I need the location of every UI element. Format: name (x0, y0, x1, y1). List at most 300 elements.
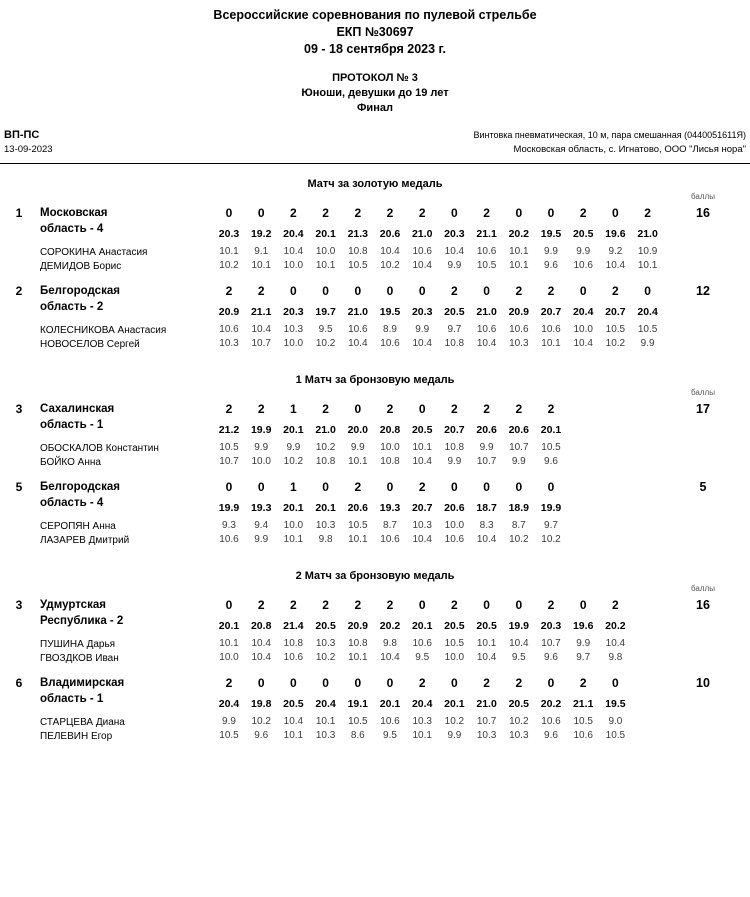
grid-cell: 0 (515, 480, 523, 494)
grid-cell: 2 (418, 206, 426, 220)
team-total-points: 5 (699, 480, 707, 494)
grid-cell: 20.7 (540, 306, 562, 318)
grid-cell: 10.6 (573, 260, 593, 271)
grid-cell: 10.3 (315, 520, 336, 531)
grid-cell: 0 (225, 598, 233, 612)
grid-cell: 10.6 (412, 246, 432, 257)
athlete-name: КОЛЕСНИКОВА Анастасия (40, 325, 167, 336)
grid-cell: 2 (418, 480, 426, 494)
grid-cell: 20.7 (411, 502, 433, 514)
grid-cell: 0 (612, 676, 619, 690)
grid-cell: 9.8 (383, 638, 397, 649)
grid-cell: 19.1 (347, 698, 369, 710)
match-section (0, 364, 750, 556)
grid-cell: 20.6 (508, 424, 530, 436)
grid-cell: 10.6 (509, 324, 529, 335)
grid-cell: 0 (257, 206, 265, 220)
grid-cell: 10.0 (573, 324, 593, 335)
team-name (40, 597, 215, 629)
grid-cell: 10.0 (315, 246, 336, 257)
match-section (0, 560, 750, 752)
team-result-block (0, 400, 750, 478)
grid-cell: 9.5 (383, 730, 397, 741)
grid-cell: 0 (322, 676, 329, 690)
grid-cell: 10.0 (283, 520, 304, 531)
discipline-code: ВП-ПС (4, 129, 40, 141)
grid-cell: 10.2 (283, 456, 304, 467)
grid-cell: 2 (483, 402, 490, 416)
section-title: Матч за золотую медаль (307, 178, 443, 190)
grid-cell: 10.3 (476, 730, 497, 741)
points-column-label: баллы (691, 388, 715, 397)
grid-cell: 10.4 (509, 638, 529, 649)
grid-cell: 2 (322, 206, 329, 220)
grid-cell: 10.1 (348, 652, 368, 663)
grid-cell: 10.3 (315, 730, 336, 741)
grid-cell: 2 (644, 206, 651, 220)
grid-cell: 10.6 (541, 324, 561, 335)
grid-cell: 20.5 (572, 228, 594, 240)
grid-cell: 2 (354, 598, 362, 612)
grid-cell: 10.6 (283, 652, 304, 663)
grid-cell: 10.1 (251, 260, 271, 271)
grid-cell: 0 (451, 206, 458, 220)
grid-cell: 20.8 (379, 424, 401, 436)
grid-cell: 21.1 (476, 228, 497, 240)
grid-cell: 0 (386, 480, 394, 494)
team-name (40, 675, 215, 707)
grid-cell: 20.8 (250, 620, 272, 632)
grid-cell: 20.5 (444, 620, 465, 632)
grid-cell: 9.8 (608, 652, 623, 663)
grid-cell: 0 (418, 598, 426, 612)
athlete-name: ОБОСКАЛОВ Константин (40, 443, 159, 454)
grid-cell: 10.5 (348, 520, 368, 531)
grid-cell: 2 (483, 206, 490, 220)
grid-cell: 10.5 (348, 260, 368, 271)
grid-cell: 10.1 (541, 338, 561, 349)
grid-cell: 9.5 (511, 652, 526, 663)
grid-cell: 2 (290, 206, 297, 220)
team-name (40, 479, 215, 511)
grid-cell: 19.9 (218, 502, 240, 514)
grid-cell: 10.4 (476, 338, 497, 349)
grid-cell: 10.4 (412, 338, 432, 349)
grid-cell: 19.2 (250, 228, 272, 240)
team-result-block (0, 204, 750, 282)
grid-cell: 21.1 (250, 306, 272, 318)
grid-cell: 21.2 (218, 424, 240, 436)
grid-cell: 9.9 (286, 442, 301, 453)
grid-cell: 2 (547, 598, 555, 612)
grid-cell: 21.0 (476, 306, 497, 318)
grid-cell: 19.7 (315, 306, 336, 318)
grid-cell: 9.9 (511, 456, 526, 467)
grid-cell: 10.5 (637, 324, 658, 335)
section-title: 1 Матч за бронзовую медаль (295, 374, 455, 386)
grid-cell: 9.9 (447, 730, 462, 741)
grid-cell: 0 (354, 676, 362, 690)
grid-cell: 10.1 (509, 260, 529, 271)
grid-cell: 19.9 (250, 424, 272, 436)
grid-cell: 0 (322, 284, 329, 298)
grid-cell: 20.2 (605, 620, 626, 632)
grid-cell: 9.9 (576, 246, 591, 257)
team-total-points: 12 (696, 284, 710, 298)
grid-cell: 18.9 (508, 502, 530, 514)
grid-cell: 20.1 (315, 502, 336, 514)
grid-cell: 0 (386, 676, 394, 690)
grid-cell: 20.1 (379, 698, 401, 710)
grid-cell: 10.4 (283, 246, 304, 257)
grid-cell: 0 (257, 480, 265, 494)
grid-cell: 10.7 (219, 456, 239, 467)
grid-cell: 10.4 (348, 338, 368, 349)
grid-cell: 9.6 (544, 652, 558, 663)
grid-cell: 10.1 (412, 730, 432, 741)
grid-cell: 10.9 (637, 246, 658, 257)
grid-cell: 10.6 (219, 534, 239, 545)
team-result-block (0, 478, 750, 556)
grid-cell: 10.2 (509, 534, 529, 545)
grid-cell: 10.2 (219, 260, 239, 271)
grid-cell: 10.6 (348, 324, 368, 335)
grid-cell: 8.7 (511, 520, 526, 531)
grid-cell: 19.5 (540, 228, 562, 240)
venue-location: Московская область, с. Игнатово, ООО "Лисья нора" (513, 144, 746, 155)
grid-cell: 9.0 (608, 716, 623, 727)
protocol-date: 13-09-2023 (4, 144, 53, 155)
team-rank: 1 (15, 206, 23, 220)
grid-cell: 0 (547, 480, 555, 494)
grid-cell: 19.9 (508, 620, 530, 632)
grid-cell: 10.4 (476, 652, 497, 663)
grid-cell: 20.2 (379, 620, 401, 632)
grid-cell: 9.2 (608, 246, 623, 257)
grid-cell: 20.1 (540, 424, 562, 436)
team-name-line2: область - 1 (40, 419, 104, 431)
grid-cell: 20.3 (411, 306, 433, 318)
grid-cell: 2 (547, 402, 555, 416)
grid-cell: 10.0 (444, 520, 465, 531)
grid-cell: 9.7 (447, 324, 462, 335)
grid-cell: 10.8 (283, 638, 304, 649)
grid-cell: 10.2 (444, 716, 465, 727)
grid-cell: 20.4 (315, 698, 336, 710)
grid-cell: 20.2 (508, 228, 530, 240)
grid-cell: 9.9 (479, 442, 494, 453)
grid-cell: 2 (257, 284, 265, 298)
grid-cell: 10.3 (315, 638, 336, 649)
meta-header (0, 128, 750, 164)
grid-cell: 10.6 (476, 246, 497, 257)
grid-cell: 10.3 (283, 324, 304, 335)
competition-dates: 09 - 18 сентября 2023 г. (304, 42, 446, 56)
athlete-name: ЛАЗАРЕВ Дмитрий (40, 535, 130, 546)
grid-cell: 8.6 (350, 730, 365, 741)
grid-cell: 10.2 (541, 534, 561, 545)
grid-cell: 9.6 (544, 730, 558, 741)
grid-cell: 9.6 (544, 260, 558, 271)
grid-cell: 10.2 (251, 716, 271, 727)
grid-cell: 9.9 (447, 260, 462, 271)
grid-cell: 10.4 (605, 638, 626, 649)
grid-cell: 9.4 (254, 520, 269, 531)
grid-cell: 10.0 (283, 338, 304, 349)
grid-cell: 2 (451, 598, 458, 612)
stage-name: Финал (357, 102, 393, 114)
grid-cell: 10.1 (637, 260, 658, 271)
grid-cell: 2 (418, 676, 426, 690)
team-total-points: 16 (696, 598, 710, 612)
grid-cell: 9.7 (576, 652, 591, 663)
grid-cell: 20.3 (283, 306, 304, 318)
grid-cell: 2 (515, 676, 523, 690)
team-rank: 3 (15, 598, 23, 612)
points-column-label: баллы (691, 192, 715, 201)
competition-title: Всероссийские соревнования по пулевой стрельбе (213, 8, 537, 22)
grid-cell: 19.3 (250, 502, 272, 514)
grid-cell: 21.0 (476, 698, 497, 710)
team-name-line1: Владимирская (40, 677, 125, 689)
title-spacer (0, 58, 750, 71)
team-total-points: 17 (696, 402, 710, 416)
grid-cell: 0 (257, 676, 265, 690)
athlete-name: ПУШИНА Дарья (40, 639, 116, 650)
grid-cell: 2 (579, 676, 587, 690)
team-rank: 5 (15, 480, 23, 494)
team-name-line2: область - 1 (40, 693, 104, 705)
team-result-block (0, 674, 750, 752)
grid-cell: 10.8 (444, 338, 465, 349)
grid-cell: 2 (386, 402, 394, 416)
grid-cell: 20.7 (605, 306, 626, 318)
athlete-name: СОРОКИНА Анастасия (40, 247, 148, 258)
athlete-name: ДЕМИДОВ Борис (40, 261, 122, 272)
grid-cell: 9.3 (222, 520, 236, 531)
grid-cell: 2 (257, 402, 265, 416)
grid-cell: 10.1 (283, 534, 304, 545)
grid-cell: 0 (418, 402, 426, 416)
grid-cell: 10.6 (219, 324, 239, 335)
grid-cell: 2 (257, 598, 265, 612)
grid-cell: 21.0 (637, 228, 658, 240)
grid-cell: 10.1 (348, 534, 368, 545)
grid-cell: 10.3 (509, 338, 529, 349)
grid-cell: 20.1 (411, 620, 433, 632)
grid-cell: 0 (612, 206, 619, 220)
grid-cell: 21.1 (572, 698, 594, 710)
grid-cell: 20.4 (637, 306, 658, 318)
grid-cell: 0 (579, 598, 587, 612)
grid-cell: 2 (354, 206, 362, 220)
grid-cell: 9.9 (350, 442, 365, 453)
team-name-line2: область - 4 (40, 223, 104, 235)
grid-cell: 10.4 (251, 324, 271, 335)
grid-cell: 10.8 (348, 246, 368, 257)
grid-cell: 9.9 (415, 324, 430, 335)
grid-cell: 20.1 (444, 698, 465, 710)
grid-cell: 10.1 (476, 638, 497, 649)
grid-cell: 0 (290, 676, 297, 690)
grid-cell: 10.5 (476, 260, 497, 271)
grid-cell: 20.9 (508, 306, 530, 318)
grid-cell: 10.4 (412, 260, 432, 271)
grid-cell: 10.1 (412, 442, 432, 453)
protocol-number: ПРОТОКОЛ № 3 (332, 72, 418, 84)
grid-cell: 9.7 (544, 520, 558, 531)
grid-cell: 20.5 (476, 620, 497, 632)
grid-cell: 18.7 (476, 502, 497, 514)
grid-cell: 10.6 (541, 716, 561, 727)
grid-cell: 10.6 (380, 716, 400, 727)
grid-cell: 0 (386, 284, 394, 298)
grid-cell: 10.7 (476, 716, 497, 727)
match-section (0, 168, 750, 360)
grid-cell: 21.0 (315, 424, 336, 436)
points-label-row (0, 192, 750, 204)
athlete-name: ГВОЗДКОВ Иван (40, 653, 119, 664)
grid-cell: 10.5 (605, 324, 626, 335)
grid-cell: 19.6 (572, 620, 594, 632)
grid-cell: 10.2 (380, 260, 400, 271)
ekp-number: ЕКП №30697 (336, 25, 414, 39)
grid-cell: 10.5 (219, 730, 239, 741)
grid-cell: 10.5 (219, 442, 239, 453)
grid-cell: 10.4 (251, 638, 271, 649)
grid-cell: 10.4 (605, 260, 626, 271)
grid-cell: 2 (515, 402, 523, 416)
points-label-row (0, 584, 750, 596)
grid-cell: 10.2 (605, 338, 626, 349)
grid-cell: 2 (579, 206, 587, 220)
grid-cell: 9.6 (254, 730, 269, 741)
grid-cell: 20.4 (283, 228, 304, 240)
athlete-name: НОВОСЕЛОВ Сергей (40, 339, 140, 350)
grid-cell: 10.5 (444, 638, 465, 649)
grid-cell: 21.4 (283, 620, 304, 632)
grid-cell: 10.6 (444, 534, 465, 545)
grid-cell: 9.6 (544, 456, 558, 467)
grid-cell: 20.3 (540, 620, 562, 632)
grid-cell: 8.3 (479, 520, 494, 531)
team-total-points: 16 (696, 206, 710, 220)
grid-cell: 9.9 (222, 716, 236, 727)
meta-left-group (4, 128, 53, 156)
grid-cell: 1 (290, 480, 297, 494)
grid-cell: 2 (225, 402, 233, 416)
sections-container (0, 168, 750, 752)
grid-cell: 10.3 (412, 716, 432, 727)
grid-cell: 19.5 (605, 698, 626, 710)
grid-cell: 0 (451, 480, 458, 494)
grid-cell: 0 (515, 598, 523, 612)
grid-cell: 0 (579, 284, 587, 298)
grid-cell: 9.5 (318, 324, 333, 335)
grid-cell: 10.2 (315, 442, 336, 453)
grid-cell: 9.5 (415, 652, 430, 663)
team-total-points: 10 (696, 676, 710, 690)
grid-cell: 10.2 (509, 716, 529, 727)
grid-cell: 20.4 (572, 306, 594, 318)
grid-cell: 8.9 (383, 324, 397, 335)
athlete-name: ПЕЛЕВИН Егор (40, 731, 113, 742)
points-label-row (0, 388, 750, 400)
grid-cell: 21.0 (347, 306, 369, 318)
grid-cell: 10.7 (509, 442, 529, 453)
grid-cell: 0 (322, 480, 329, 494)
grid-cell: 10.0 (444, 652, 465, 663)
grid-cell: 2 (386, 598, 394, 612)
grid-cell: 10.5 (348, 716, 368, 727)
grid-cell: 10.0 (219, 652, 239, 663)
grid-cell: 20.5 (283, 698, 304, 710)
grid-cell: 0 (547, 676, 555, 690)
team-result-block (0, 282, 750, 360)
grid-cell: 10.1 (509, 246, 529, 257)
team-name-line2: область - 2 (40, 301, 104, 313)
grid-cell: 20.1 (283, 502, 304, 514)
grid-cell: 19.9 (540, 502, 562, 514)
grid-cell: 9.9 (447, 456, 462, 467)
grid-cell: 10.8 (348, 638, 368, 649)
grid-cell: 2 (547, 284, 555, 298)
grid-cell: 10.1 (315, 260, 336, 271)
grid-cell: 2 (451, 402, 458, 416)
grid-cell: 2 (322, 402, 329, 416)
grid-cell: 20.9 (218, 306, 240, 318)
grid-cell: 10.8 (444, 442, 465, 453)
grid-cell: 10.6 (573, 730, 593, 741)
points-column-label: баллы (691, 584, 715, 593)
grid-cell: 10.0 (283, 260, 304, 271)
grid-cell: 19.6 (605, 228, 626, 240)
grid-cell: 10.7 (476, 456, 497, 467)
grid-cell: 20.9 (347, 620, 369, 632)
grid-cell: 10.1 (219, 638, 239, 649)
grid-cell: 2 (451, 284, 458, 298)
team-name (40, 401, 215, 433)
grid-cell: 21.3 (347, 228, 369, 240)
grid-cell: 20.2 (540, 698, 562, 710)
grid-cell: 10.4 (412, 534, 432, 545)
grid-cell: 0 (483, 598, 490, 612)
grid-cell: 2 (290, 598, 297, 612)
grid-cell: 20.1 (218, 620, 240, 632)
grid-cell: 10.5 (605, 730, 626, 741)
grid-cell: 10.1 (315, 716, 336, 727)
grid-cell: 20.6 (476, 424, 497, 436)
team-name-line1: Сахалинская (40, 403, 115, 415)
grid-cell: 0 (483, 284, 490, 298)
grid-cell: 20.5 (411, 424, 433, 436)
grid-cell: 0 (354, 402, 362, 416)
grid-cell: 10.6 (476, 324, 497, 335)
grid-cell: 10.5 (541, 442, 561, 453)
grid-cell: 20.0 (347, 424, 369, 436)
grid-cell: 0 (290, 284, 297, 298)
grid-cell: 2 (322, 598, 329, 612)
grid-cell: 10.6 (412, 638, 432, 649)
grid-cell: 2 (483, 676, 490, 690)
team-rank: 3 (15, 402, 23, 416)
team-name (40, 283, 215, 315)
grid-cell: 9.1 (254, 246, 269, 257)
grid-cell: 20.6 (379, 228, 401, 240)
grid-cell: 10.0 (380, 442, 400, 453)
grid-cell: 20.3 (444, 228, 465, 240)
grid-cell: 10.0 (251, 456, 271, 467)
